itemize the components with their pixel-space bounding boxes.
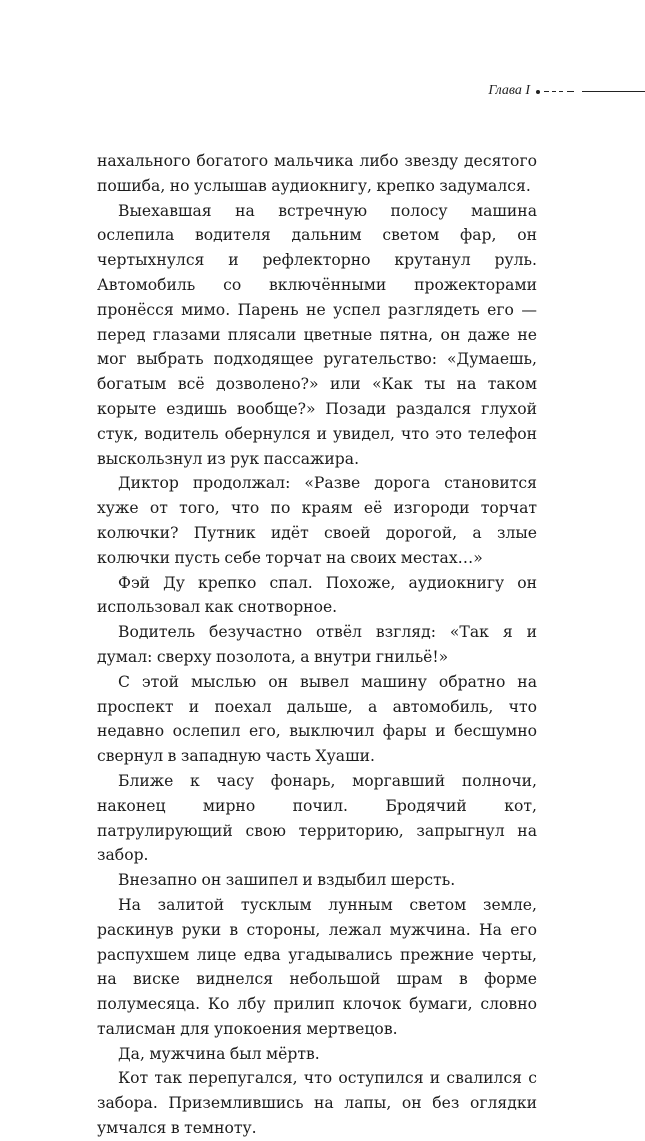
paragraph: Водитель безучастно отвёл взгляд: «Так я и думал: сверху позолота, а внутри гнильё!» [97, 623, 537, 666]
paragraph: Кот так перепугался, что оступился и свалился с забора. Приземлившись на лапы, он без оглядки умчался в темноту. [97, 1069, 537, 1138]
page-body [97, 149, 537, 1141]
paragraph: Да, мужчина был мёртв. [118, 1044, 320, 1063]
paragraph: нахального богатого мальчика либо звезду десятого пошиба, но услышав аудиокнигу, крепко задумался. [97, 152, 537, 195]
paragraph: Фэй Ду крепко спал. Похоже, аудиокнигу он использовал как снотворное. [97, 573, 537, 617]
header-ornament [536, 91, 645, 94]
running-header [0, 83, 645, 103]
paragraph: Диктор продолжал: «Разве дорога становится хуже от того, что по краям её изгороди торчат колючки? Путник идёт своей дорогой, а злые колючки пусть себе торчат на своих местах…» [97, 474, 537, 567]
paragraph: На залитой тусклым лунным светом земле, раскинув руки в стороны, лежал мужчина. На его распухшем лице едва угадывались прежние черты, на виске виднелся небольшой шрам в форме полумесяца. Ко лбу прилип клочок бумаги, словно талисман для упокоения мертвецов. [97, 895, 537, 1038]
paragraph: С этой мыслью он вывел машину обратно на проспект и поехал дальше, а автомобиль, что недавно ослепил его, выключил фары и бесшумно свернул в западную часть Хуаши. [97, 672, 537, 766]
paragraph: Ближе к часу фонарь, моргавший полночи, наконец мирно почил. Бродячий кот, патрулирующий свою территорию, запрыгнул на забор. [97, 771, 537, 865]
chapter-title: Глава I [488, 83, 530, 98]
paragraph: Выехавшая на встречную полосу машина ослепила водителя дальним светом фар, он чертыхнулся и рефлекторно крутанул руль. Автомобиль со включёнными прожекторами пронёсся мимо. Парень не успел разглядеть его — перед глазами плясали цветные пятна, он даже не мог выбрать подходящее ругательство: «Думаешь, богатым всё дозволено?» или «Как ты на таком корыте ездишь вообще?» Позади раздался глухой стук, водитель обернулся и увидел, что это телефон выскользнул из рук пассажира. [97, 201, 537, 468]
paragraph: Внезапно он зашипел и вздыбил шерсть. [118, 871, 456, 890]
